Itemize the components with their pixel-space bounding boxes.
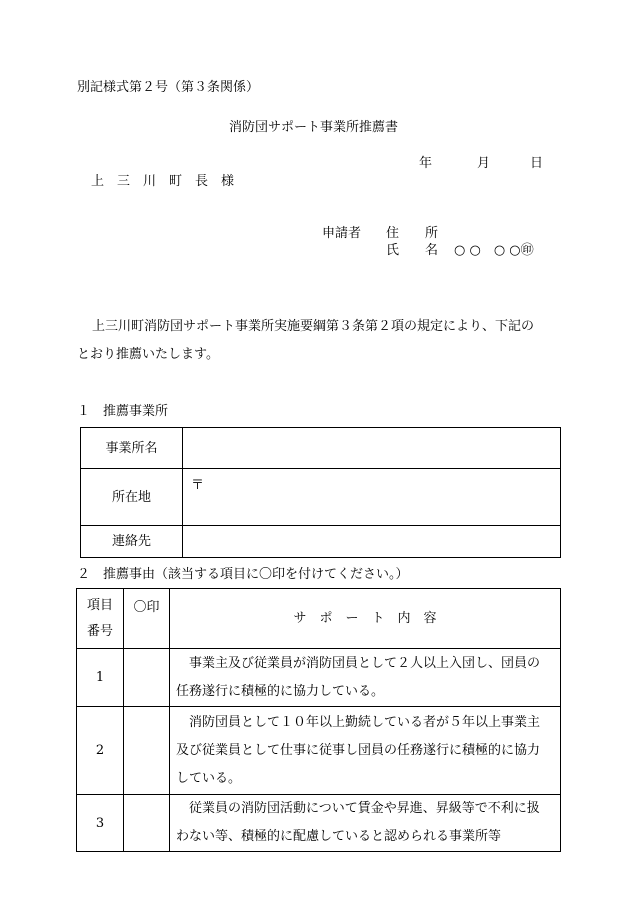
office-name-cell bbox=[183, 428, 561, 469]
reason-mark-cell[interactable] bbox=[124, 707, 170, 795]
office-table bbox=[80, 427, 561, 558]
reason-row bbox=[77, 649, 561, 707]
office-name-label: 事業所名 bbox=[81, 428, 183, 469]
applicant-address-label: 住 所 bbox=[386, 226, 439, 241]
date-month-label: 月 bbox=[477, 156, 491, 171]
reason-row bbox=[77, 707, 561, 795]
reason-text: 消防団員として１０年以上勤続している者が５年以上事業主及び従業員として仕事に従事し団員の任務遂行に積極的に協力している。 bbox=[170, 707, 561, 795]
item-number-header bbox=[77, 589, 124, 649]
reason-table bbox=[76, 588, 561, 852]
section1-heading: １ 推薦事業所 bbox=[77, 404, 169, 419]
content-header: サ ポ ー ト 内 容 bbox=[170, 589, 561, 649]
addressee: 上 三 川 町 長 様 bbox=[91, 174, 235, 189]
postal-mark: 〒 bbox=[191, 478, 205, 493]
contact-label: 連絡先 bbox=[81, 526, 183, 558]
location-label: 所在地 bbox=[81, 469, 183, 526]
form-label: 別記様式第２号（第３条関係） bbox=[77, 80, 260, 95]
reason-number: 3 bbox=[77, 795, 124, 852]
reason-number: 1 bbox=[77, 649, 124, 707]
applicant-name-value: ○ ○ ○ ○㊞ bbox=[454, 243, 534, 258]
reason-mark-cell[interactable] bbox=[124, 795, 170, 852]
contact-cell bbox=[183, 526, 561, 558]
contact-row bbox=[81, 526, 561, 558]
applicant-label: 申請者 bbox=[322, 226, 362, 241]
date-year-label: 年 bbox=[419, 156, 433, 171]
office-name-row bbox=[81, 428, 561, 469]
mark-header: 〇印 bbox=[124, 589, 170, 649]
location-cell bbox=[183, 469, 561, 526]
reason-row bbox=[77, 795, 561, 852]
date-day-label: 日 bbox=[530, 156, 544, 171]
body-text-line2: とおり推薦いたします。 bbox=[77, 347, 219, 362]
reason-header-row bbox=[77, 589, 561, 649]
reason-text: 事業主及び従業員が消防団員として２人以上入団し、団員の任務遂行に積極的に協力している。 bbox=[170, 649, 561, 707]
body-text-line1: 上三川町消防団サポート事業所実施要綱第３条第２項の規定により、下記の bbox=[92, 319, 535, 334]
item-number-header-line1: 項目 bbox=[86, 597, 113, 613]
reason-number: 2 bbox=[77, 707, 124, 795]
item-number-header-line2: 番号 bbox=[86, 623, 113, 639]
reason-text: 従業員の消防団活動について賃金や昇進、昇級等で不利に扱わない等、積極的に配慮していると認められる事業所等 bbox=[170, 795, 561, 852]
page-title: 消防団サポート事業所推薦書 bbox=[229, 120, 399, 135]
location-row bbox=[81, 469, 561, 526]
applicant-name-label: 氏 名 bbox=[386, 243, 439, 258]
section2-heading: ２ 推薦事由（該当する項目に〇印を付けてください。） bbox=[77, 567, 409, 582]
reason-mark-cell[interactable] bbox=[124, 649, 170, 707]
